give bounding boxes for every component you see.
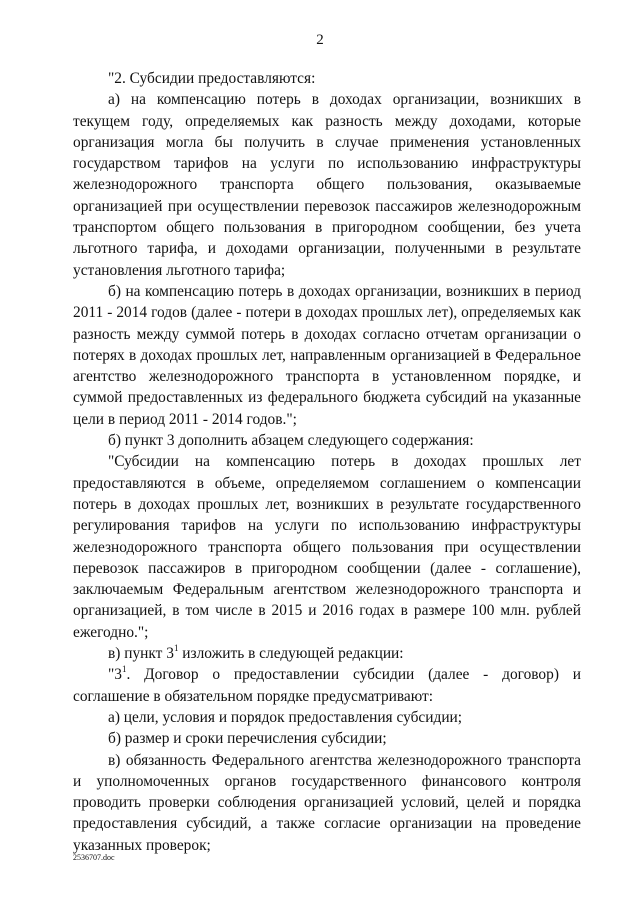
clause-item-a: а) цели, условия и порядок предоставления субсидии;	[108, 708, 463, 726]
paragraph-subsidies-intro: "2. Субсидии предоставляются:	[108, 70, 316, 87]
clause-item-b: б) размер и сроки перечисления субсидии;	[108, 730, 387, 748]
paragraph-item-a: а) на компенсацию потерь в доходах организации, возникших в текущем году, определяемых как разность между доходами, которые организация могла бы получить в случае применения установленных государством тарифов на услуги по использованию инфраструктуры железнодорожного транспорта общего пользования, оказываемые организацией при осуществлении перевозок пассажиров железнодорожным транспортом общего пользования в пригородном сообщении, без учета льготного тарифа, и доходами организации, полученными в результате установления льготного тарифа;	[73, 91, 581, 279]
paragraph-point-3-amend: б) пункт 3 дополнить абзацем следующего содержания:	[108, 432, 474, 450]
paragraph-past-losses: "Субсидии на компенсацию потерь в доходах прошлых лет предоставляются в объеме, определяемом соглашением о компенсации потерь в доходах прошлых лет, возникших в результате государственного регулирования тарифов на услуги по использованию инфраструктуры железнодорожного транспорта общего пользования при осуществлении перевозок пассажиров в пригородном сообщении (далее - соглашение), заключаемым Федеральным агентством железнодорожного транспорта и организацией, в том числе в 2015 и 2016 годах в размере 100 млн. рублей ежегодно.";	[73, 453, 581, 641]
paragraph-item-b: б) на компенсацию потерь в доходах организации, возникших в период 2011 - 2014 годов (далее - потери в доходах прошлых лет), определяемых как разность между суммой потерь в доходах согласно отчетам организации о потерях в доходах прошлых лет, направленным организацией в Федеральное агентство железнодорожного транспорта в установленном порядке, и суммой предоставленных из федерального бюджета субсидий на указанные цели в период 2011 - 2014 годов.";	[73, 282, 581, 428]
item-v-superscript: 1	[173, 642, 179, 653]
clause-superscript: 1	[121, 664, 127, 675]
clause-text: . Договор о предоставлении субсидии (далее - договор) и соглашение в обязательном порядке предусматривают:	[73, 666, 581, 705]
document-body	[73, 68, 581, 856]
item-v-suffix: изложить в следующей редакции:	[178, 645, 404, 663]
clause-item-v: в) обязанность Федерального агентства железнодорожного транспорта и уполномоченных органов государственного финансового контроля проводить проверки соблюдения организацией условий, целей и порядка предоставления субсидий, а также согласие организации на проведение указанных проверок;	[73, 751, 581, 854]
paragraph-clause-3-1	[73, 664, 581, 707]
page-number: 2	[316, 32, 324, 48]
paragraph-point-3-1-amend	[73, 643, 581, 664]
item-v-prefix: в) пункт 3	[108, 645, 174, 663]
clause-prefix: "3	[108, 666, 122, 684]
document-filename: 2536707.doc	[73, 853, 115, 862]
